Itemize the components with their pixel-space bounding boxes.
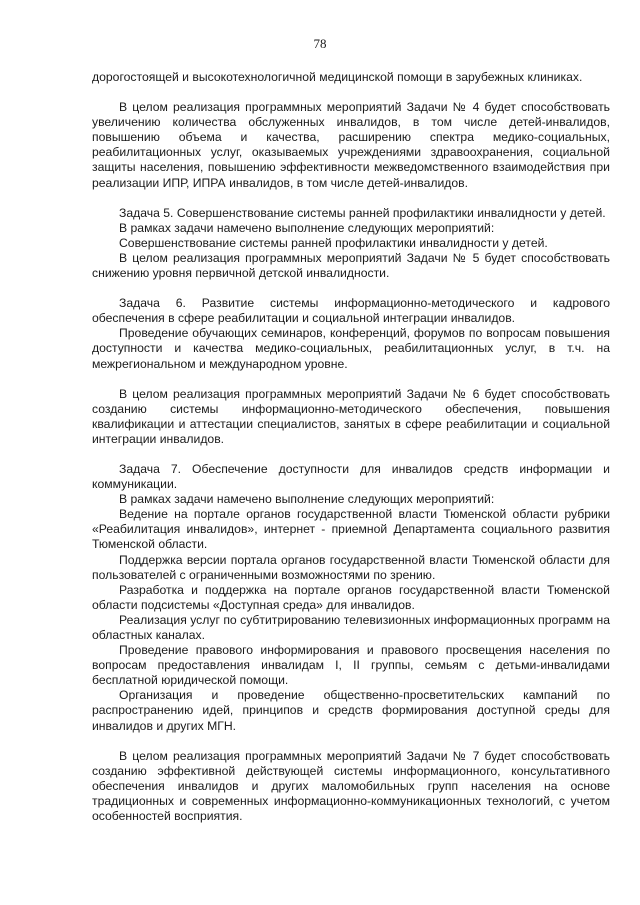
paragraph-task7-heading: Задача 7. Обеспечение доступности для инвалидов средств информации и коммуникации.	[92, 461, 610, 492]
paragraph-task5-summary: В целом реализация программных мероприятий Задачи № 5 будет способствовать снижению уровня первичной детской инвалидности.	[92, 250, 610, 281]
paragraph-task4-summary: В целом реализация программных мероприятий Задачи № 4 будет способствовать увеличению количества обслуженных инвалидов, в том числе детей-инвалидов, повышению объема и качества, расширению спектра медико-социальных, реабилитационных услуг, оказываемых учреждениями здравоохранения, социальной защиты населения, повышению эффективности межведомственного взаимодействия при реализации ИПР, ИПРА инвалидов, в том числе детей-инвалидов.	[92, 100, 610, 190]
paragraph-task7-measure-3: Разработка и поддержка на портале органов государственной власти Тюменской области подсистемы «Доступная среда» для инвалидов.	[92, 582, 610, 612]
paragraph-task6-heading: Задача 6. Развитие системы информационно-методического и кадрового обеспечения в сфере реабилитации и социальной интеграции инвалидов.	[92, 296, 610, 326]
paragraph-task5-measure: Совершенствование системы ранней профилактики инвалидности у детей.	[119, 235, 548, 250]
paragraph-task7-measure-4: Реализация услуг по субтитрированию телевизионных информационных программ на областных каналах.	[92, 612, 610, 642]
paragraph-task7-measure-2: Поддержка версии портала органов государственной власти Тюменской области для пользователей с ограниченными возможностями по зрению.	[92, 552, 610, 582]
paragraph-task7-measure-6: Организация и проведение общественно-просветительских кампаний по распространению идей, принципов и средств формирования доступной среды для инвалидов и других МГН.	[92, 688, 610, 733]
document-body	[92, 70, 610, 824]
paragraph-task7-intro: В рамках задачи намечено выполнение следующих мероприятий:	[119, 492, 495, 507]
paragraph-task7-summary: В целом реализация программных мероприятий Задачи № 7 будет способствовать созданию эффективной действующей системы информационного, консультативного обеспечения инвалидов и других маломобильных групп населения на основе традиционных и современных информационно-коммуникационных технологий, с учетом особенностей восприятия.	[92, 748, 610, 824]
paragraph-task7-measure-5: Проведение правового информирования и правового просвещения населения по вопросам предоставления инвалидам I, II группы, семьям с детьми-инвалидами бесплатной юридической помощи.	[92, 643, 610, 688]
page-number: 78	[313, 36, 327, 51]
paragraph-continuation: дорогостоящей и высокотехнологичной медицинской помощи в зарубежных клиниках.	[92, 70, 583, 84]
paragraph-task6-measure: Проведение обучающих семинаров, конференций, форумов по вопросам повышения доступности и качества медико-социальных, реабилитационных услуг, в т.ч. на межрегиональном и международном уровне.	[92, 326, 610, 371]
paragraph-task5-heading: Задача 5. Совершенствование системы ранней профилактики инвалидности у детей.	[119, 205, 606, 220]
paragraph-task5-intro: В рамках задачи намечено выполнение следующих мероприятий:	[119, 220, 495, 235]
paragraph-task6-summary: В целом реализация программных мероприятий Задачи № 6 будет способствовать созданию системы информационно-методического обеспечения, повышения квалификации и аттестации специалистов, занятых в сфере реабилитации и социальной интеграции инвалидов.	[92, 386, 610, 446]
paragraph-task7-measure-1: Ведение на портале органов государственной власти Тюменской области рубрики «Реабилитация инвалидов», интернет - приемной Департамента социального развития Тюменской области.	[92, 507, 610, 552]
